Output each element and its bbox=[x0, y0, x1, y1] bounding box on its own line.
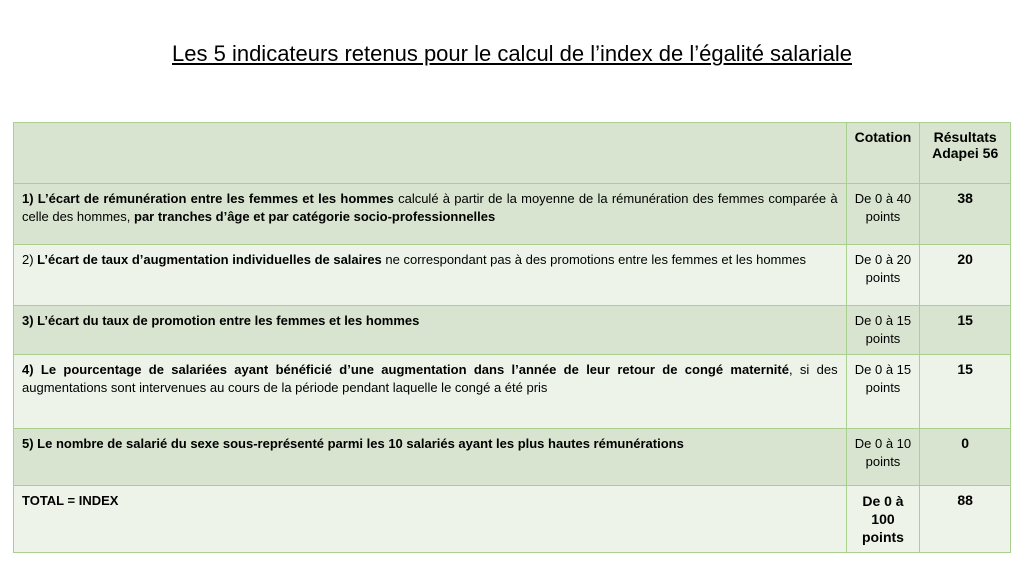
table-row bbox=[14, 306, 1011, 355]
table-row bbox=[14, 429, 1011, 486]
indicator-description: 4) Le pourcentage de salariées ayant bénéficié d’une augmentation dans l’année de leur retour de congé maternité, si des augmentations sont intervenues au cours de la période pendant laquelle le congé a été pris bbox=[14, 355, 847, 429]
indicator-description: 5) Le nombre de salarié du sexe sous-représenté parmi les 10 salariés ayant les plus hautes rémunérations bbox=[14, 429, 847, 486]
indicator-result: 15 bbox=[920, 355, 1011, 429]
total-cotation: De 0 à 100 points bbox=[846, 486, 920, 553]
indicator-result: 38 bbox=[920, 184, 1011, 245]
indicator-cotation: De 0 à 20 points bbox=[846, 245, 920, 306]
indicator-description: 3) L’écart du taux de promotion entre les femmes et les hommes bbox=[14, 306, 847, 355]
total-label: TOTAL = INDEX bbox=[14, 486, 847, 553]
indicators-table bbox=[13, 122, 1011, 553]
indicator-result: 20 bbox=[920, 245, 1011, 306]
table-row bbox=[14, 184, 1011, 245]
indicator-description: 2) L’écart de taux d’augmentation individuelles de salaires ne correspondant pas à des promotions entre les femmes et les hommes bbox=[14, 245, 847, 306]
indicator-cotation: De 0 à 10 points bbox=[846, 429, 920, 486]
indicator-result: 15 bbox=[920, 306, 1011, 355]
header-empty-cell bbox=[14, 123, 847, 184]
indicator-result: 0 bbox=[920, 429, 1011, 486]
total-result: 88 bbox=[920, 486, 1011, 553]
header-cotation: Cotation bbox=[846, 123, 920, 184]
table-header-row bbox=[14, 123, 1011, 184]
indicator-cotation: De 0 à 15 points bbox=[846, 306, 920, 355]
header-resultats: Résultats Adapei 56 bbox=[920, 123, 1011, 184]
indicator-description: 1) L’écart de rémunération entre les femmes et les hommes calculé à partir de la moyenne de la rémunération des femmes comparée à celle des hommes, par tranches d’âge et par catégorie socio-professionnelles bbox=[14, 184, 847, 245]
table-row bbox=[14, 355, 1011, 429]
indicator-cotation: De 0 à 40 points bbox=[846, 184, 920, 245]
slide-title: Les 5 indicateurs retenus pour le calcul de l’index de l’égalité salariale bbox=[172, 41, 852, 66]
total-row bbox=[14, 486, 1011, 553]
table-row bbox=[14, 245, 1011, 306]
indicator-cotation: De 0 à 15 points bbox=[846, 355, 920, 429]
